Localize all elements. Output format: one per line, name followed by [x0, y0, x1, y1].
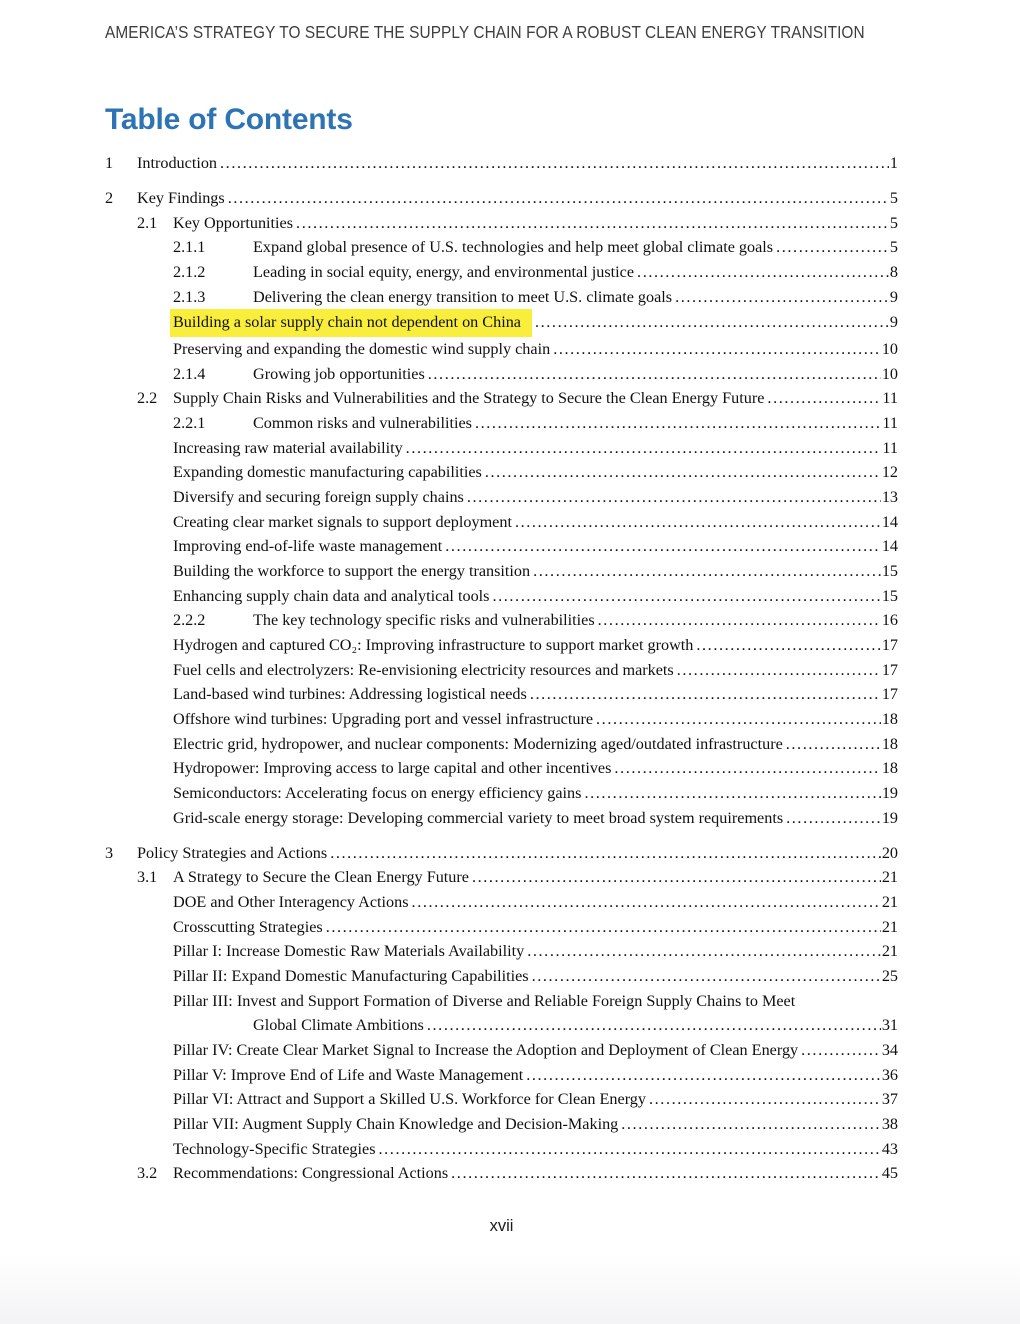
toc-entry[interactable]: [105, 756, 898, 781]
toc-entry-page: 14: [881, 537, 898, 556]
dot-leader: [621, 1112, 881, 1137]
toc-entry[interactable]: [105, 964, 898, 989]
toc-entry-page: 25: [881, 967, 898, 985]
toc-entry-label: Pillar V: Improve End of Life and Waste Management: [173, 1065, 524, 1084]
toc-entry[interactable]: [105, 211, 898, 236]
toc-entry-label: Improving end-of-life waste management: [173, 537, 443, 556]
toc-entry-label: Building the workforce to support the energy transition: [173, 562, 531, 580]
toc-entry-page: 31: [881, 1016, 898, 1035]
toc-entry-page: 19: [881, 808, 898, 827]
toc-entry-page: 17: [881, 635, 898, 654]
toc-entry-page: 16: [881, 611, 898, 630]
toc-entry-page: 1: [889, 154, 898, 172]
toc-entry-label: Pillar I: Increase Domestic Raw Materials Availability: [173, 942, 525, 961]
running-header: AMERICA’S STRATEGY TO SECURE THE SUPPLY CHAIN FOR A ROBUST CLEAN ENERGY TRANSITION: [105, 22, 865, 42]
dot-leader: [533, 559, 881, 584]
toc-entry-page: 45: [881, 1164, 898, 1183]
toc-entry-label: DOE and Other Interagency Actions: [173, 893, 409, 912]
dot-leader: [445, 534, 881, 559]
dot-leader: [614, 756, 880, 781]
toc-entry[interactable]: [105, 285, 898, 310]
toc-entry-page: 11: [882, 414, 898, 433]
toc-entry-label: Expand global presence of U.S. technologies and help meet global climate goals: [253, 238, 774, 257]
dot-leader: [220, 151, 889, 176]
dot-leader: [428, 362, 881, 387]
toc-entry-number: 2.1.1: [173, 238, 206, 257]
toc-entry-label: Key Opportunities: [173, 213, 294, 232]
toc-entry-number: 2.1: [137, 213, 158, 232]
toc-entry-page: 18: [881, 759, 898, 778]
dot-leader: [776, 235, 889, 260]
dot-leader: [553, 337, 881, 362]
toc-entry[interactable]: [105, 707, 898, 732]
toc-entry-label: Pillar VI: Attract and Support a Skilled U.S. Workforce for Clean Energy: [173, 1090, 646, 1109]
toc-entry-page: 20: [881, 843, 898, 862]
toc-entry-label: Grid-scale energy storage: Developing commercial variety to meet broad system requirements: [173, 808, 784, 827]
toc-entry[interactable]: [105, 1112, 898, 1137]
toc-entry-page: 37: [881, 1090, 898, 1109]
dot-leader: [379, 1137, 881, 1162]
dot-leader: [675, 285, 889, 310]
toc-entry[interactable]: [105, 1038, 898, 1063]
toc-entry-label: Policy Strategies and Actions: [137, 843, 328, 862]
toc-entry[interactable]: [105, 939, 898, 964]
page-number-footer: xvii: [489, 1216, 514, 1235]
dot-leader: [427, 1013, 881, 1038]
toc-entry-label: Pillar IV: Create Clear Market Signal to Increase the Adoption and Deployment of Clean Energy: [173, 1040, 799, 1059]
page-title: Table of Contents: [105, 103, 353, 136]
toc-entry-label: Offshore wind turbines: Upgrading port and vessel infrastructure: [173, 709, 594, 728]
toc-entry[interactable]: [105, 584, 898, 609]
dot-leader: [596, 707, 881, 732]
dot-leader: [467, 485, 881, 510]
toc-entry-page: 15: [881, 562, 898, 580]
toc-entry-page: 15: [881, 586, 898, 605]
toc-entry-number: 2.1.3: [173, 287, 206, 306]
toc-entry-page: 43: [881, 1139, 898, 1158]
toc-entry-label: Delivering the clean energy transition to meet U.S. climate goals: [253, 287, 673, 306]
toc-entry[interactable]: [105, 260, 898, 285]
toc-entry-label: Leading in social equity, energy, and environmental justice: [253, 263, 635, 282]
toc-entry[interactable]: [105, 186, 898, 211]
toc-entry-page: 18: [881, 734, 898, 753]
toc-entry[interactable]: [105, 559, 898, 584]
toc-entry[interactable]: [105, 1137, 898, 1162]
toc-entry[interactable]: [105, 362, 898, 387]
toc-entry-page: 38: [881, 1114, 898, 1133]
toc-entry[interactable]: [105, 485, 898, 510]
toc-entry-number: 3.2: [137, 1164, 158, 1183]
toc-entry[interactable]: [105, 534, 898, 559]
toc-list: [105, 151, 898, 1186]
toc-entry[interactable]: [105, 1063, 898, 1088]
toc-entry-number: 2.2.1: [173, 414, 206, 433]
dot-leader: [296, 211, 889, 236]
dot-leader: [535, 310, 889, 335]
dot-leader: [584, 781, 880, 806]
toc-entry-page: 5: [889, 213, 898, 232]
dot-leader: [485, 460, 881, 485]
toc-entry-label: Diversify and securing foreign supply chains: [173, 488, 464, 507]
toc-entry[interactable]: [105, 235, 898, 260]
dot-leader: [696, 633, 880, 658]
toc-entry-page: 21: [881, 868, 898, 887]
toc-entry-label: Hydrogen and captured CO₂: Improving infrastructure to support market growth: [173, 635, 694, 654]
dot-leader: [475, 411, 881, 436]
toc-entry[interactable]: [105, 865, 898, 890]
toc-entry[interactable]: [105, 915, 898, 940]
toc-entry-number: 2.2: [137, 389, 158, 408]
toc-entry-label: Supply Chain Risks and Vulnerabilities and the Strategy to Secure the Clean Energy Future: [173, 389, 765, 408]
toc-entry[interactable]: [105, 510, 898, 535]
toc-entry[interactable]: [105, 1087, 898, 1112]
dot-leader: [472, 865, 881, 890]
dot-leader: [649, 1087, 881, 1112]
toc-entry[interactable]: [105, 841, 898, 866]
toc-entry-label-continued: Global Climate Ambitions: [253, 1016, 424, 1035]
toc-entry-page: 12: [881, 463, 898, 482]
toc-entry[interactable]: [105, 806, 898, 831]
toc-entry[interactable]: [105, 732, 898, 757]
toc-entry[interactable]: [105, 151, 898, 176]
toc-entry-page: 34: [881, 1040, 898, 1059]
toc-entry-label: Land-based wind turbines: Addressing logistical needs: [173, 685, 527, 704]
toc-entry[interactable]: [105, 890, 898, 915]
dot-leader: [326, 915, 881, 940]
toc-entry-page: 10: [881, 364, 898, 383]
toc-entry-label: Creating clear market signals to support deployment: [173, 512, 512, 531]
toc-entry[interactable]: [105, 386, 898, 411]
toc-entry-page: 36: [881, 1065, 898, 1084]
bottom-fade: [0, 1254, 1020, 1324]
toc-entry-number: 2.2.2: [173, 611, 206, 630]
toc-entry[interactable]: [105, 436, 898, 461]
toc-entry-label: Hydropower: Improving access to large capital and other incentives: [173, 759, 612, 778]
toc-entry-label: Pillar III: Invest and Support Formation of Diverse and Reliable Foreign Supply Chains to Meet: [173, 991, 796, 1010]
dot-leader: [767, 386, 881, 411]
dot-leader: [786, 806, 881, 831]
toc-entry-page: 13: [881, 488, 898, 507]
toc-entry-number: 3.1: [137, 868, 158, 887]
toc-entry-label: A Strategy to Secure the Clean Energy Future: [173, 868, 469, 887]
toc-entry-page: 17: [881, 685, 898, 704]
toc-entry[interactable]: [105, 1161, 898, 1186]
dot-leader: [527, 939, 881, 964]
dot-leader: [492, 584, 880, 609]
toc-entry-label: Fuel cells and electrolyzers: Re-envisioning electricity resources and markets: [173, 660, 674, 679]
toc-entry-page: 11: [882, 438, 898, 457]
toc-entry-label: Recommendations: Congressional Actions: [173, 1164, 449, 1183]
toc-entry-page: 5: [889, 189, 898, 208]
dot-leader: [228, 186, 889, 211]
toc-entry-page: 21: [881, 942, 898, 961]
toc-entry-label: Pillar VII: Augment Supply Chain Knowledge and Decision-Making: [173, 1114, 619, 1133]
toc-entry-label: Common risks and vulnerabilities: [253, 414, 472, 433]
dot-leader: [526, 1063, 881, 1088]
toc-entry[interactable]: [105, 309, 898, 337]
toc-entry-label: Key Findings: [137, 189, 225, 208]
toc-entry-label: Pillar II: Expand Domestic Manufacturing Capabilities: [173, 967, 529, 985]
toc-entry-label: Crosscutting Strategies: [173, 917, 323, 936]
toc-entry[interactable]: [105, 608, 898, 633]
toc-entry[interactable]: [105, 411, 898, 436]
toc-entry-label: The key technology specific risks and vulnerabilities: [253, 611, 595, 630]
toc-entry[interactable]: [105, 682, 898, 707]
dot-leader: [515, 510, 881, 535]
toc-entry-page: 21: [881, 893, 898, 912]
dot-leader: [598, 608, 881, 633]
dot-leader: [532, 964, 881, 989]
toc-entry[interactable]: [105, 460, 898, 485]
toc-entry-label: Introduction: [137, 154, 218, 172]
toc-entry-label: Electric grid, hydropower, and nuclear components: Modernizing aged/outdated infrastructure: [173, 734, 783, 753]
toc-entry-number: 2.1.4: [173, 364, 206, 383]
toc-entry-page: 10: [881, 340, 898, 359]
toc-entry-label: Growing job opportunities: [253, 364, 425, 383]
toc-entry-number: 2: [105, 189, 114, 208]
toc-entry-page: 11: [882, 389, 898, 408]
toc-entry-page: 8: [889, 263, 898, 282]
toc-entry-page: 19: [881, 783, 898, 802]
dot-leader: [406, 436, 882, 461]
dot-leader: [330, 841, 881, 866]
toc-entry[interactable]: [105, 989, 898, 1038]
dot-leader: [637, 260, 889, 285]
toc-entry-page: 21: [881, 917, 898, 936]
toc-entry-number: 3: [105, 843, 114, 862]
toc-entry-label: Increasing raw material availability: [173, 438, 403, 457]
toc-entry-page: 5: [889, 238, 898, 257]
dot-leader: [530, 682, 881, 707]
toc-entry[interactable]: [105, 337, 898, 362]
toc-entry-label: Expanding domestic manufacturing capabilities: [173, 463, 482, 482]
toc-entry-number: 2.1.2: [173, 263, 206, 282]
toc-entry-label: Technology-Specific Strategies: [173, 1139, 376, 1158]
toc-entry-page: 14: [881, 512, 898, 531]
dot-leader: [786, 732, 881, 757]
toc-entry[interactable]: [105, 781, 898, 806]
toc-entry-page: 17: [881, 660, 898, 679]
toc-entry-label: Enhancing supply chain data and analytical tools: [173, 586, 490, 605]
dot-leader: [412, 890, 881, 915]
toc-entry-label: Building a solar supply chain not dependent on China: [170, 309, 532, 337]
toc-entry-label: Semiconductors: Accelerating focus on energy efficiency gains: [173, 783, 582, 802]
dot-leader: [801, 1038, 881, 1063]
dot-leader: [451, 1161, 881, 1186]
toc-entry-page: 9: [889, 287, 898, 306]
dot-leader: [677, 658, 881, 683]
toc-entry-number: 1: [105, 154, 114, 172]
toc-entry[interactable]: [105, 658, 898, 683]
toc-entry-page: 18: [881, 709, 898, 728]
toc-entry-label: Preserving and expanding the domestic wind supply chain: [173, 340, 551, 359]
toc-entry-page: 9: [889, 313, 898, 332]
toc-entry[interactable]: [105, 633, 898, 658]
